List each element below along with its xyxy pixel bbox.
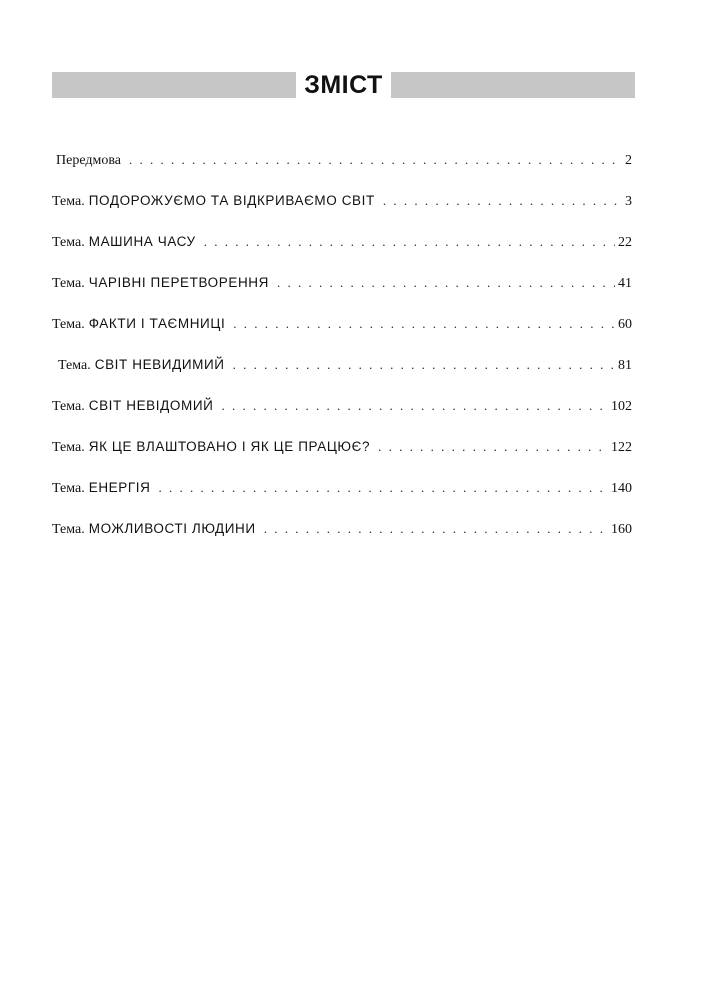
toc-entry-label — [52, 273, 269, 294]
dot-leader — [204, 232, 615, 252]
dot-leader — [159, 478, 609, 498]
toc-entry-label — [52, 519, 256, 540]
toc-entry-page: 81 — [618, 358, 632, 373]
toc-entry-prefix: Тема. — [52, 440, 85, 455]
toc-entry-3[interactable] — [52, 273, 632, 314]
toc-entry-9[interactable] — [52, 519, 632, 560]
toc-entry-5[interactable] — [52, 355, 632, 396]
toc-entry-title: ЧАРІВНІ ПЕРЕТВОРЕННЯ — [88, 275, 270, 290]
dot-leader — [378, 437, 608, 457]
toc-entry-page: 41 — [618, 276, 632, 291]
header-bar-left — [52, 72, 296, 98]
toc-entry-label — [52, 478, 151, 499]
toc-entry-prefix: Тема. — [52, 481, 85, 496]
dot-leader — [277, 273, 615, 293]
toc-entry-title: МАШИНА ЧАСУ — [88, 234, 196, 249]
dot-leader — [221, 396, 608, 416]
toc-entry-label — [52, 191, 375, 212]
toc-entry-page: 60 — [618, 317, 632, 332]
toc-entry-title: МОЖЛИВОСТІ ЛЮДИНИ — [88, 521, 256, 536]
contents-header — [52, 72, 635, 98]
toc-entry-page: 122 — [611, 440, 632, 455]
toc-entry-title: ПОДОРОЖУЄМО ТА ВІДКРИВАЄМО СВІТ — [88, 193, 375, 208]
dot-leader — [383, 191, 622, 211]
toc-entry-8[interactable] — [52, 478, 632, 519]
dot-leader — [233, 355, 615, 375]
dot-leader — [129, 150, 622, 170]
toc-entry-page: 22 — [618, 235, 632, 250]
toc-entry-7[interactable] — [52, 437, 632, 478]
page-title: ЗМІСТ — [304, 71, 383, 99]
table-of-contents — [52, 150, 632, 560]
header-bar-right — [391, 72, 635, 98]
toc-entry-label — [52, 437, 370, 458]
toc-entry-1[interactable] — [52, 191, 632, 232]
toc-entry-label — [52, 314, 225, 335]
toc-entry-4[interactable] — [52, 314, 632, 355]
toc-entry-label — [58, 355, 225, 376]
toc-entry-page: 140 — [611, 481, 632, 496]
toc-entry-title: СВІТ НЕВІДОМИЙ — [88, 398, 214, 413]
toc-entry-title: СВІТ НЕВИДИМИЙ — [94, 357, 225, 372]
toc-entry-prefix: Тема. — [52, 235, 85, 250]
dot-leader — [233, 314, 615, 334]
toc-entry-page: 160 — [611, 522, 632, 537]
toc-entry-prefix: Тема. — [52, 399, 85, 414]
toc-entry-prefix: Тема. — [52, 522, 85, 537]
toc-entry-prefix: Тема. — [52, 317, 85, 332]
toc-entry-page: 102 — [611, 399, 632, 414]
toc-entry-title: ЯК ЦЕ ВЛАШТОВАНО І ЯК ЦЕ ПРАЦЮЄ? — [88, 439, 371, 454]
toc-entry-preface[interactable] — [52, 150, 632, 191]
toc-entry-6[interactable] — [52, 396, 632, 437]
toc-entry-label — [52, 232, 196, 253]
dot-leader — [264, 519, 608, 539]
toc-entry-title: ФАКТИ І ТАЄМНИЦІ — [88, 316, 226, 331]
toc-entry-prefix: Тема. — [52, 276, 85, 291]
toc-entry-2[interactable] — [52, 232, 632, 273]
toc-entry-prefix: Тема. — [52, 194, 85, 209]
toc-entry-label — [52, 396, 213, 417]
toc-entry-page: 2 — [625, 153, 632, 168]
toc-entry-page: 3 — [625, 194, 632, 209]
toc-entry-prefix: Тема. — [58, 358, 91, 373]
toc-entry-label — [52, 151, 121, 171]
toc-entry-title: ЕНЕРГІЯ — [88, 480, 151, 495]
toc-entry-title: Передмова — [56, 153, 121, 168]
